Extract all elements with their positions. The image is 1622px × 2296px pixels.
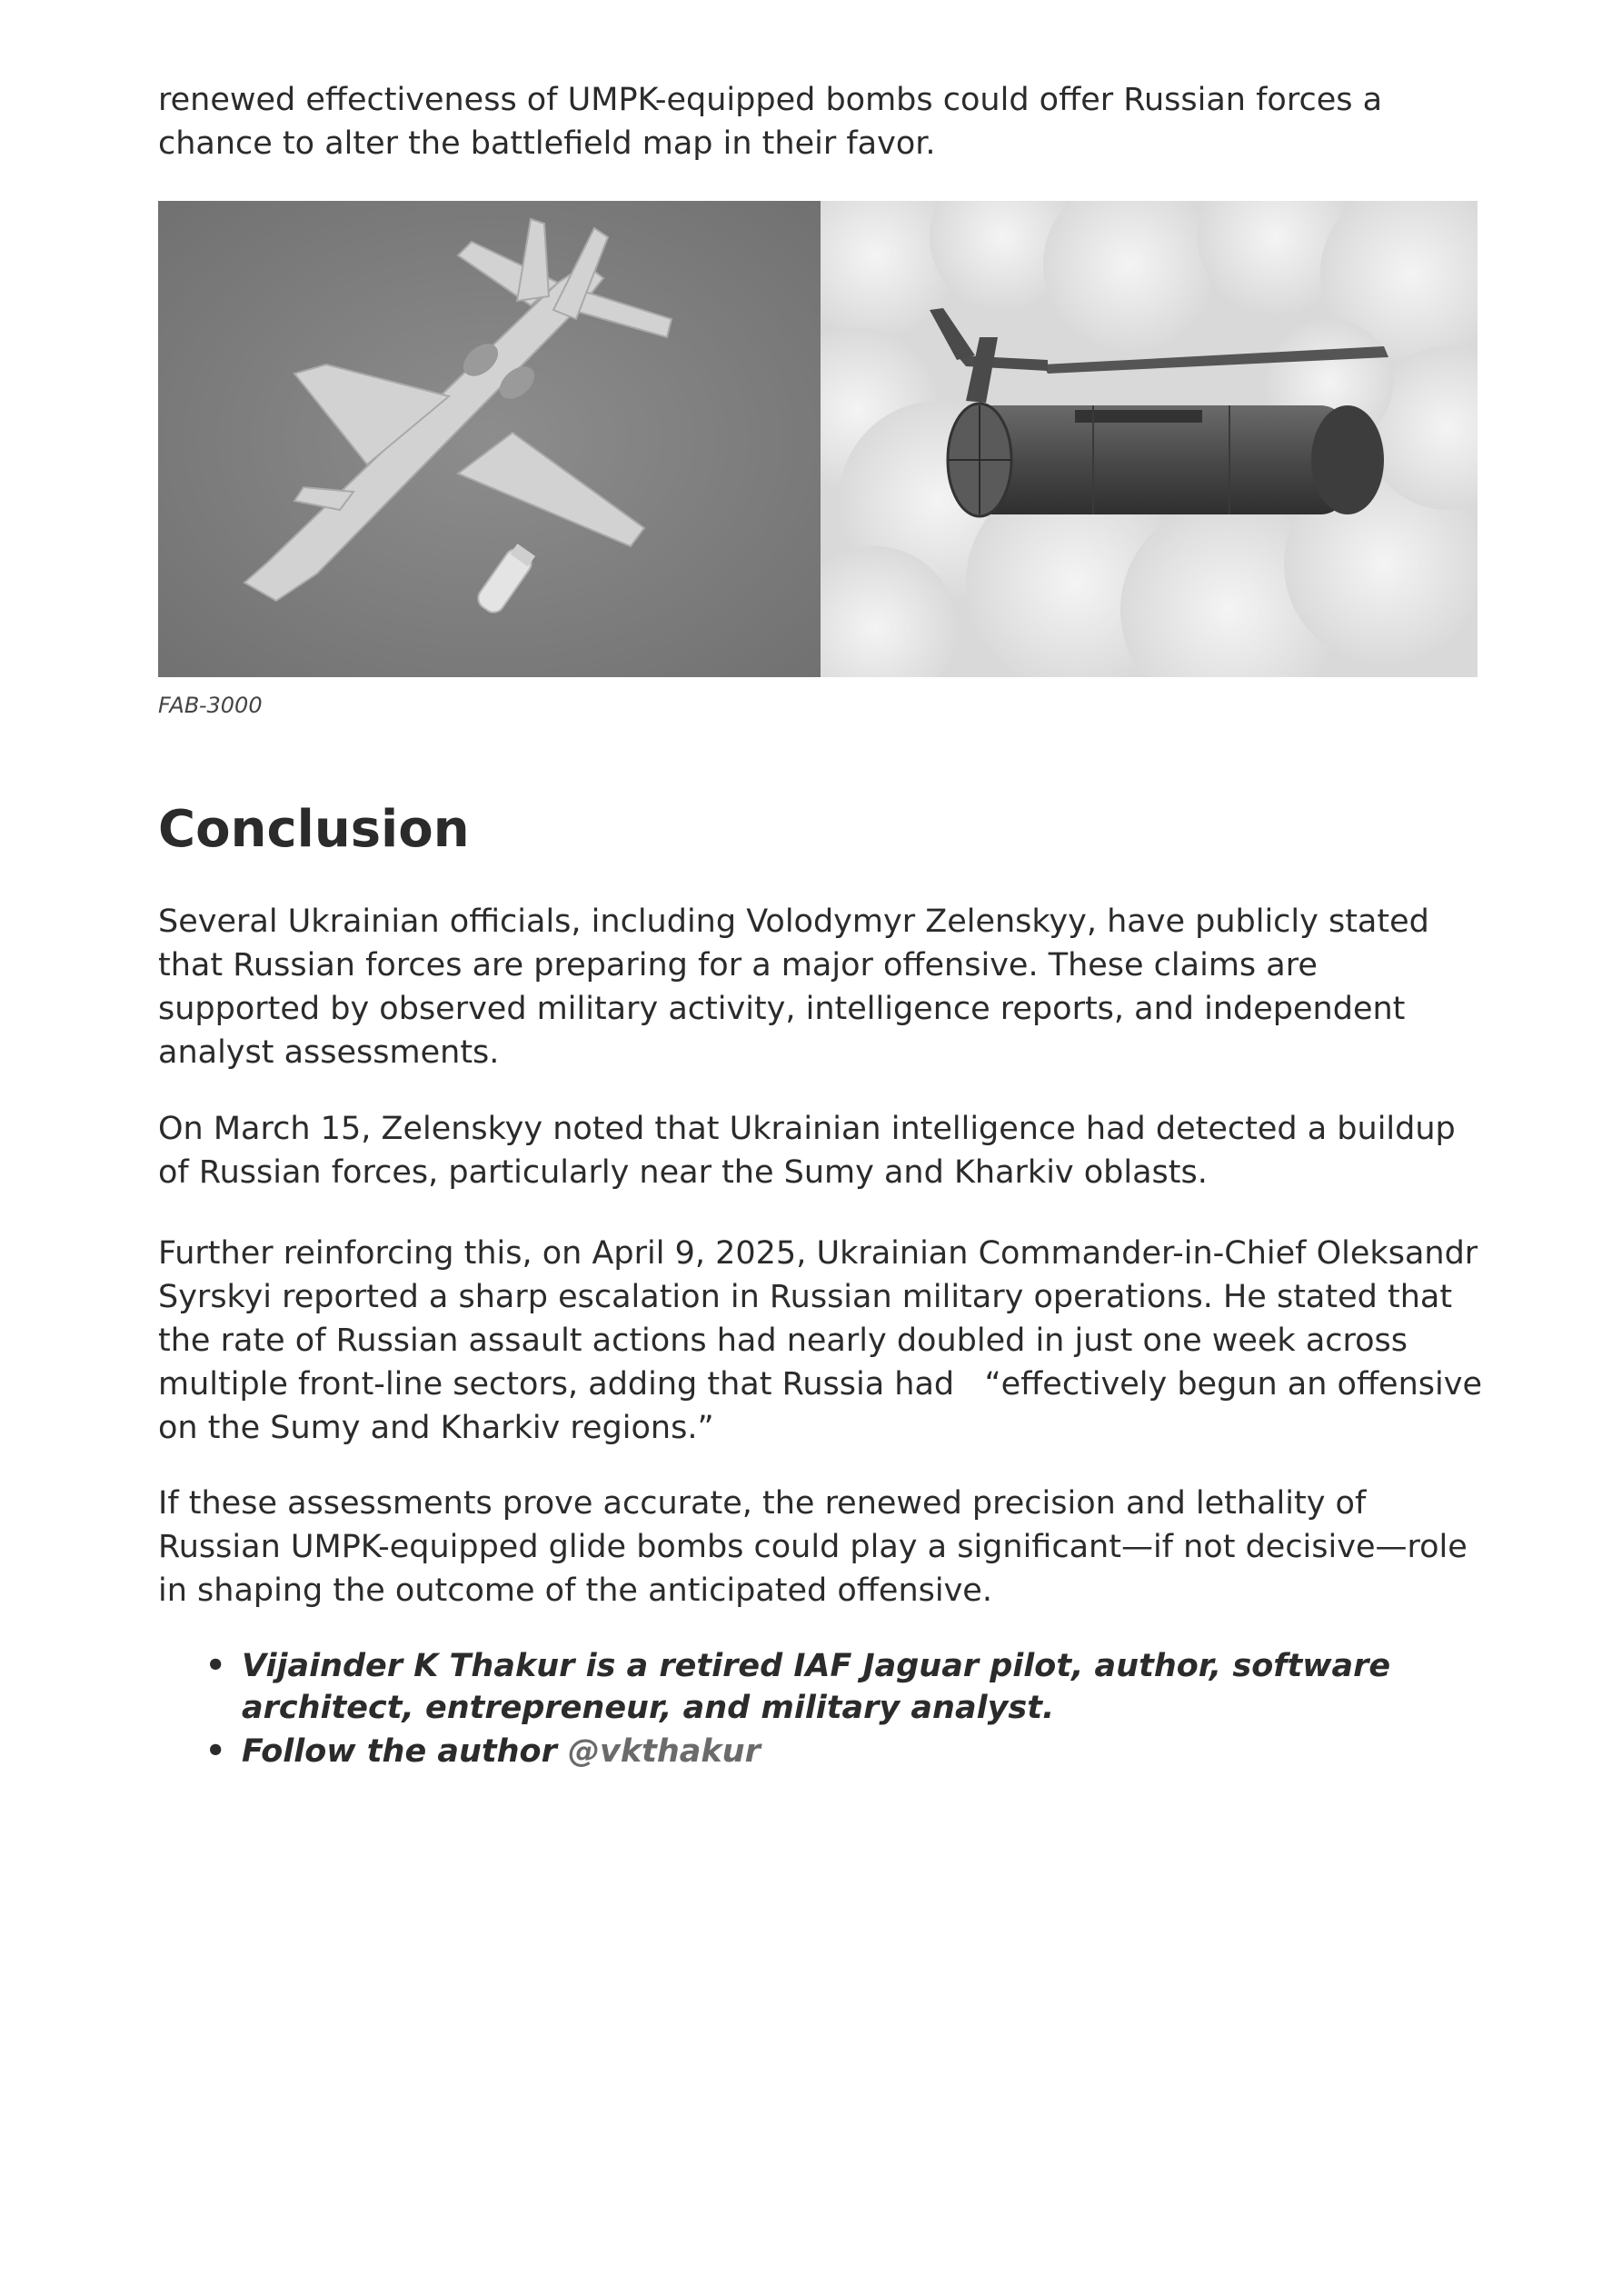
body-paragraph-4: If these assessments prove accurate, the renewed precision and lethality of Russian UMPK-equipped glide bombs could play a significant—if not decisive—role in shaping the outcome of the anticipated offensive. xyxy=(158,1485,1468,1609)
figure-caption: FAB-3000 xyxy=(158,693,263,718)
body-paragraph-2: On March 15, Zelenskyy noted that Ukrainian intelligence had detected a buildup of Russian forces, particularly near the Sumy and Kharkiv oblasts. xyxy=(158,1111,1456,1191)
body-paragraph-3: Further reinforcing this, on April 9, 2025, Ukrainian Commander-in-Chief Oleksandr Syrskyi reported a sharp escalation in Russian military operations. He stated that the rate of Russian assault actions had nearly doubled in just one week across multiple front-line sectors, adding that Russia had “effectively begun an offensive on the Sumy and Kharkiv regions.” xyxy=(158,1235,1482,1446)
author-handle-link[interactable]: @vkthakur xyxy=(568,1733,761,1770)
article-figure xyxy=(158,201,1478,677)
follow-prefix-text: Follow the author xyxy=(242,1733,569,1770)
section-heading: Conclusion xyxy=(158,800,470,859)
author-bio-text: Vijainder K Thakur is a retired IAF Jaguar pilot, author, software architect, entrepreneur, and military analyst. xyxy=(242,1648,1391,1726)
author-bio-list xyxy=(242,1645,1423,1774)
author-bio-item xyxy=(242,1645,1423,1729)
jet-release-photo xyxy=(158,201,821,677)
intro-paragraph: renewed effectiveness of UMPK-equipped bombs could offer Russian forces a chance to alter the battlefield map in their favor. xyxy=(158,82,1383,162)
author-follow-item xyxy=(242,1731,1423,1772)
body-paragraph-1: Several Ukrainian officials, including Volodymyr Zelenskyy, have publicly stated that Russian forces are preparing for a major offensive. These claims are supported by observed military activity, intelligence reports, and independent analyst assessments. xyxy=(158,903,1429,1071)
glide-bomb-render xyxy=(821,201,1478,677)
